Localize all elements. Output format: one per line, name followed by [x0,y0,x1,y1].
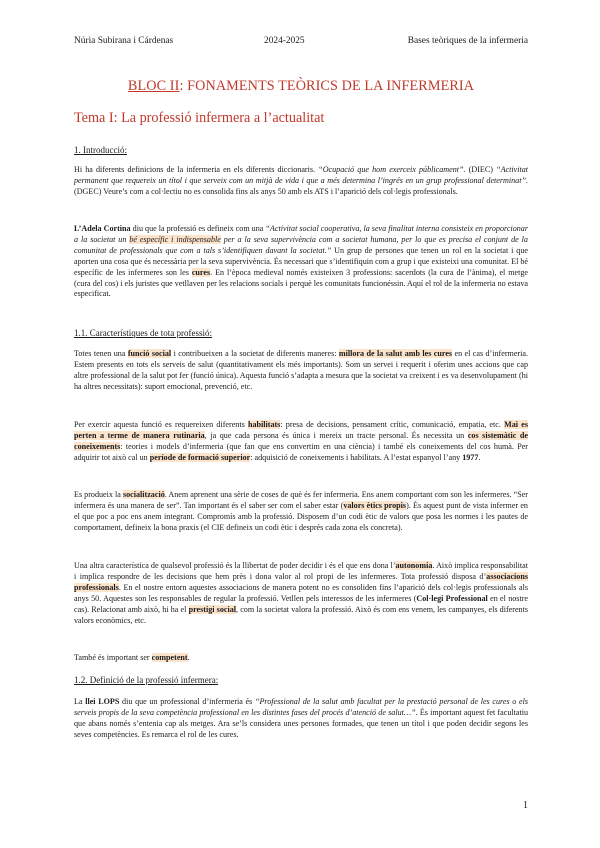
highlight: llei LOPS [85,697,120,706]
highlight: Col·legi Professional [416,593,488,603]
section-heading-definition: 1.2. Definició de la professió infermera: [74,675,219,685]
text: en el nostre cas). Relacionat amb això, hi ha el [74,593,528,614]
text: . En el nostre entorn aquestes associacions de manera potent no es consoliden fins l’aparició dels col·legis professionals als anys 50. Aquestes son les responsables de regular la professió. Vetllen pels interessos de les infermeres ( [74,582,528,603]
highlight: període de formació superior [149,452,251,462]
text: (DIEC) [468,165,497,174]
text: . És important aquest fet facultatiu que abans només s’entenia cap als metges. Ara se’ls considera unes persones formades, que tenen un títol i que poden decidir segons les seves competències. Es remarca el rol de les cures. [74,707,528,739]
header-author: Núria Subirana i Cárdenas [74,36,174,46]
text: La [74,697,86,706]
tema-title: Tema I: La professió infermera a l’actualitat [74,110,325,126]
paragraph-definitions [74,165,528,198]
paragraph-autonomy [74,561,528,626]
paragraph-social-function [74,349,528,393]
page-number: 1 [523,800,528,811]
highlight: autonomia [395,561,433,570]
text: (DGEC) Veure’s com a col·lectiu no es consolida fins als anys 50 amb els ATS i l’aparició dels col·legis professionals. [74,186,458,196]
text: . Anem aprenent una sèrie de coses de què és fer infermeria. Ens anem comportant com son les infermeres. “Ser infermera és una manera de ser”. Tan important és el saber ser com el saber estar ( [74,490,528,510]
header-year: 2024-2025 [264,36,305,46]
highlight: funció social [127,349,172,358]
text: : adquisició de coneixements i habilitats. A l’estat espanyol l’any [250,452,463,462]
document-page [74,0,528,848]
author-name: L’Adela Cortina [74,224,131,233]
section-heading-intro: 1. Introducció: [74,145,127,155]
highlight: competent [151,653,188,662]
highlight: prestigi social [188,604,236,614]
header-course: Bases teòriques de la infermeria [407,36,528,46]
year: 1977 [462,452,479,462]
text: : teories i models d’infermeria (que fan que ens convertim en una ciència) i també els coneixements del cos humà. Per adquirir tot això cal un [74,441,528,462]
paragraph-adela-cortina [74,224,528,300]
text: . [478,452,481,462]
bloc-title [74,78,528,95]
text: diu que la professió es defineix com una [130,224,266,233]
paragraph-lops [74,697,528,741]
text: : presa de decisions, pensament crític, comunicació, empatia, etc. [280,420,505,429]
highlight: associacions professionals [74,571,528,592]
quote: per a la seva supervivència com a societat humana, per lo que es precisa el conjunt de la comunitat de professionals que com a tals s’identifiquen davant la societat.” [74,234,528,255]
text: diu que un professional d’infermeria és [119,697,255,706]
text: Es produeix la [74,490,123,499]
text: . [187,653,190,662]
highlight: valors ètics propis [343,500,407,510]
quote: “Activitat social cooperativa, la seva finalitat interna consisteix en proporcionar a la societat un [74,224,528,244]
text: Totes tenen una [74,349,128,358]
text: , com la societat valora la professió. Això és com ens venem, les campanyes, els diferents valors econòmics, etc. [74,604,528,625]
paragraph-socialization [74,490,528,534]
text: Un grup de persones que tenen un rol en la societat i que aporten una cosa que és necessària per la seva supervivència. És necessari que s’identifiquin com a grup i que existeixi una comunitat. El bé específic de les infermeres son les [74,245,528,277]
bloc-title-rest: : FONAMENTS TEÒRICS DE LA INFERMERIA [179,78,475,94]
highlight: cures [191,267,211,277]
quote: “Ocupació que hom exerceix públicament”. [318,165,469,174]
text: També és important ser [74,653,152,662]
text: . Això implica responsabilitat i implica respondre de les decisions que hem près i dona valor al rol propi de les infermeres. Tota professió disposa d’ [74,561,529,581]
paragraph-skills [74,420,528,464]
highlight: cos sistemàtic de coneixements [74,430,529,451]
text: i contribueixen a la societat de diferents maneres: [171,349,339,358]
quote: “Professional de la salut amb facultat per la prestació personal de les cures o els serveis propis de la seva competència professional en les distintes fases del procés d’atenció de salut…” [74,697,528,717]
bloc-title-prefix: BLOC II [127,78,180,94]
section-heading-characteristics: 1.1. Característiques de tota professió: [74,328,212,338]
text: Per exercir aquesta funció es requereixen diferents [74,420,248,429]
highlight: Mai es perten a terme de manera rutinaria [74,420,528,440]
text: Hi ha diferents definicions de la infermeria en els diferents diccionaris. [74,165,319,174]
highlight: socialització [122,490,165,499]
highlight: millora de la salut amb les cures [338,349,453,358]
highlight: habilitats [247,420,281,429]
text: . En l’època medieval només existeixen 3 professions: sacerdots (la cura de l’ànima), el metge (cura del cos) i els juristes que vetllaven per les relacions socials i perquè les comunitats funcionéssin. Aquí el rol de la infermeria no estava especificat. [74,267,528,299]
paragraph-competent [74,653,528,664]
quote: “Activitat permanent que requereix un títol i que serveix com un mitjà de vida i que a més determina l’ingrés en un grup professional determinat”. [74,165,528,185]
text: Una altra característica de qualsevol professió és la llibertat de poder decidir i és el que ens dona l’ [74,561,396,570]
text: en el cas d’infermeria. Estem presents en tots els serveis de salut (quantitativament els més importants). Som un servei i requerit i oferim unes accions que cap altre professional de la salut pot fer (funció única). Aquesta funció s’adapta a mesura que la societat va creixent i es va desenvolupament (hi ha altres necessitats): suport emocional, prevenció, etc. [74,349,528,391]
text: ). És aquest punt de vista infermer en el que poc a poc ens anem integrant. Compromís amb la professió. Disposem d’un codi ètic de valors que posa les normes i les pautes de comportament, defineix la bona praxis (el CIE defineix un codi ètic i després cada zona els concreta). [74,500,528,532]
highlight: bé específic i indispensable [129,234,221,244]
text: , ja que cada persona és única i mereix un tracte personal. És necessita un [204,430,468,440]
